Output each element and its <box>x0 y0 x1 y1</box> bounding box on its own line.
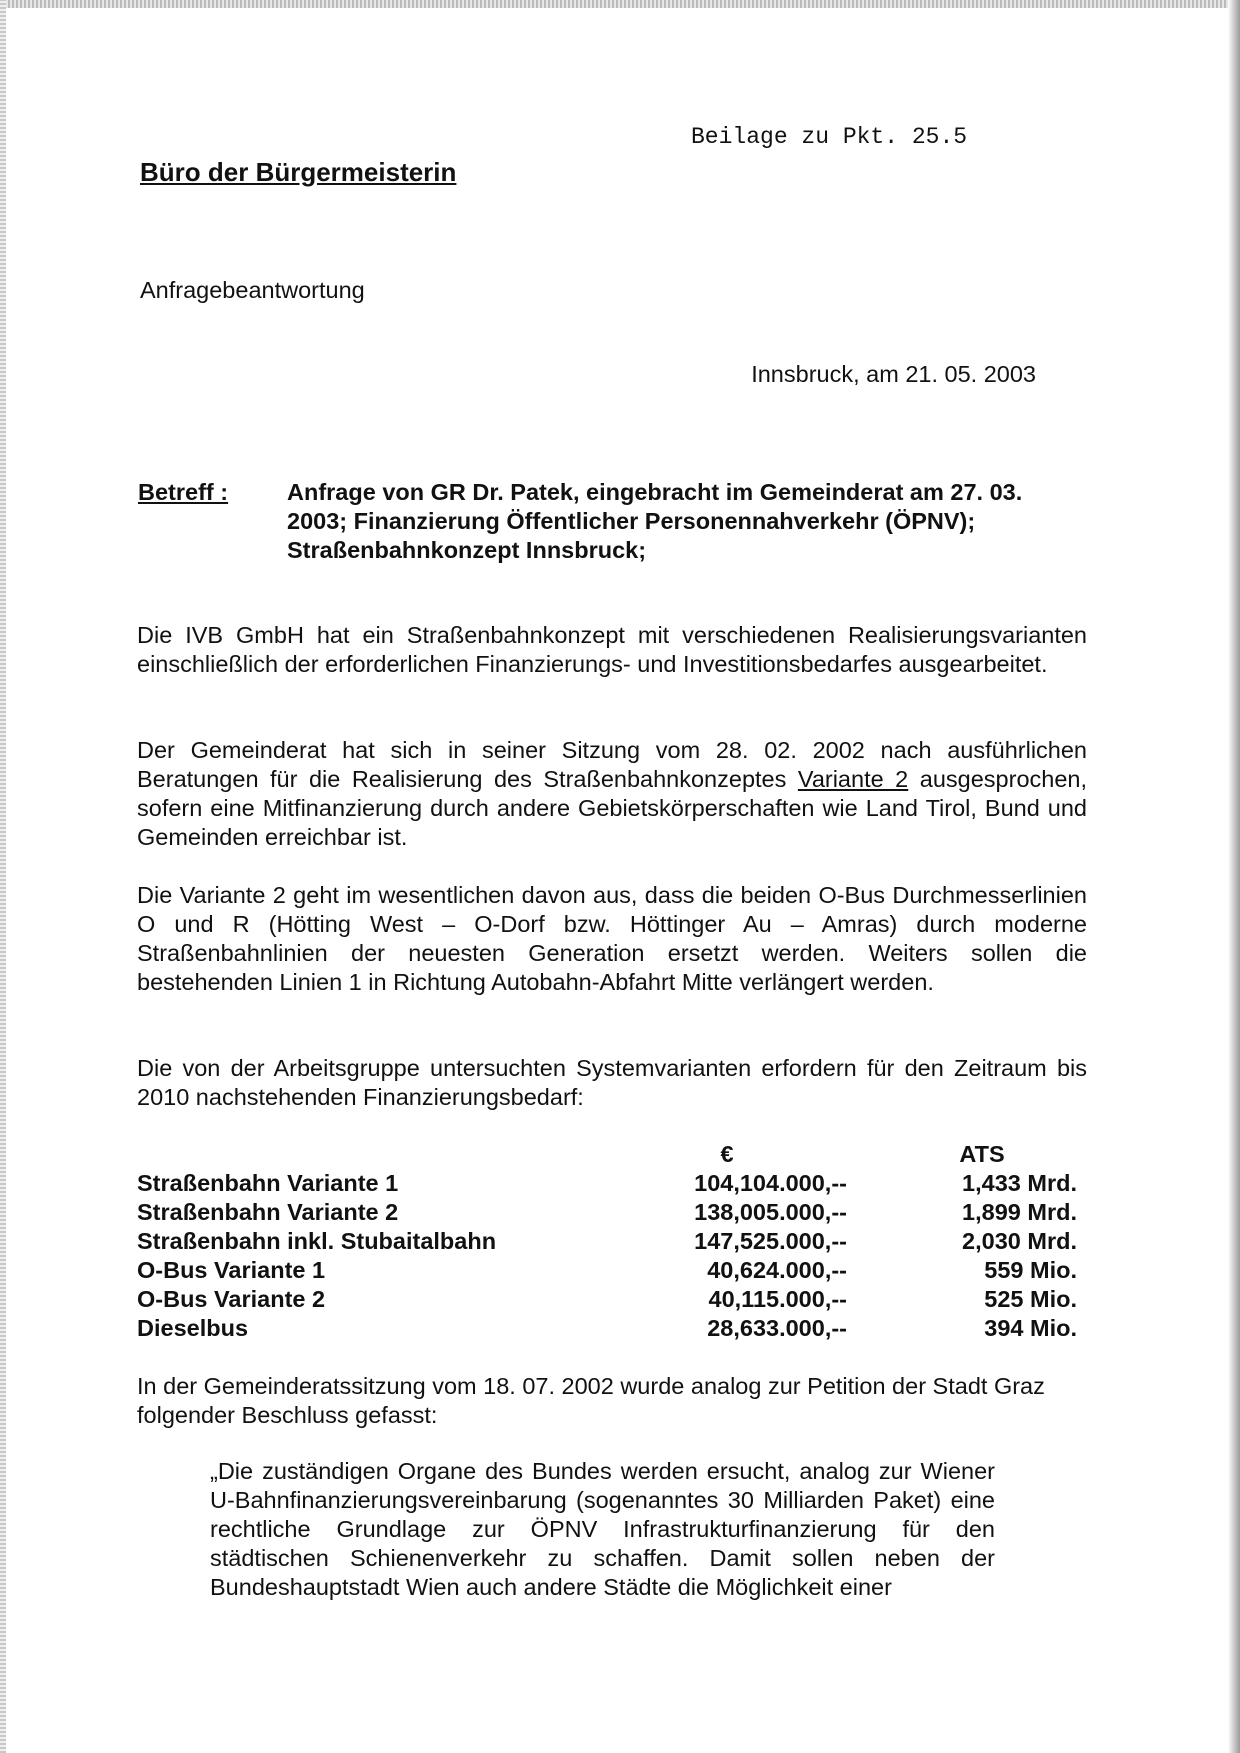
paragraph-2-end: ausgesprochen, sofern eine Mitfinanzierung durch andere Gebietskörperschaften wie Land Tirol, Bund und Gemeinden erreichbar ist. <box>137 766 1088 850</box>
subject-label: Betreff : <box>138 479 229 505</box>
row-eur: 147,525.000,-- <box>694 1228 847 1254</box>
financing-table <box>137 1140 1077 1343</box>
table-header <box>137 1140 1077 1169</box>
row-name: O-Bus Variante 2 <box>137 1286 326 1312</box>
row-eur: 138,005.000,-- <box>694 1199 847 1225</box>
table-row <box>137 1256 1077 1285</box>
row-name: Straßenbahn Variante 2 <box>137 1199 399 1225</box>
row-ats: 1,433 Mrd. <box>962 1170 1077 1196</box>
row-eur: 40,624.000,-- <box>707 1257 847 1283</box>
column-header-eur: € <box>720 1141 734 1167</box>
table-row <box>137 1227 1077 1256</box>
office-title: Büro der Bürgermeisterin <box>140 157 457 187</box>
row-ats: 394 Mio. <box>984 1315 1077 1341</box>
paragraph-4: Die von der Arbeitsgruppe untersuchten Systemvarianten erfordern für den Zeitraum bis 2010 nachstehenden Finanzierungsbedarf: <box>137 1055 1087 1110</box>
row-eur: 40,115.000,-- <box>708 1286 847 1312</box>
table-row <box>137 1285 1077 1314</box>
paragraph-2-start: Der Gemeinderat hat sich in seiner Sitzung vom 28. 02. 2002 nach ausführlichen Beratungen für die Realisierung des Straßenbahnkonzeptes <box>137 737 1087 792</box>
paragraph-5: In der Gemeinderatssitzung vom 18. 07. 2002 wurde analog zur Petition der Stadt Graz folgender Beschluss gefasst: <box>137 1373 1045 1428</box>
row-name: Dieselbus <box>137 1315 249 1341</box>
resolution-quote: „Die zuständigen Organe des Bundes werden ersucht, analog zur Wiener U-Bahnfinanzierungsvereinbarung (sogenanntes 30 Milliarden Paket) eine rechtliche Grundlage zur ÖPNV Infrastrukturfinanzierung für den städtischen Schienenverkehr zu schaffen. Damit sollen neben der Bundeshauptstadt Wien auch andere Städte die Möglichkeit einer <box>210 1458 995 1600</box>
variante-2-underlined: Variante 2 <box>797 766 909 792</box>
subject-line: 2003; Finanzierung Öffentlicher Personennahverkehr (ÖPNV); <box>287 508 976 534</box>
attachment-note: Beilage zu Pkt. 25.5 <box>691 124 968 150</box>
row-ats: 559 Mio. <box>984 1257 1077 1283</box>
subject-line: Anfrage von GR Dr. Patek, eingebracht im Gemeinderat am 27. 03. <box>287 479 1023 505</box>
row-eur: 28,633.000,-- <box>707 1315 847 1341</box>
row-ats: 1,899 Mrd. <box>962 1199 1077 1225</box>
table-row <box>137 1169 1077 1198</box>
table-row <box>137 1314 1077 1343</box>
place-date: Innsbruck, am 21. 05. 2003 <box>751 361 1036 387</box>
row-eur: 104,104.000,-- <box>694 1170 847 1196</box>
paragraph-1: Die IVB GmbH hat ein Straßenbahnkonzept mit verschiedenen Realisierungsvarianten einschließlich der erforderlichen Finanzierungs- und Investitionsbedarfes ausgearbeitet. <box>137 622 1087 677</box>
document-type: Anfragebeantwortung <box>140 277 365 303</box>
row-ats: 525 Mio. <box>984 1286 1077 1312</box>
row-name: Straßenbahn inkl. Stubaitalbahn <box>137 1228 497 1254</box>
scan-border-left <box>0 0 6 1753</box>
row-ats: 2,030 Mrd. <box>962 1228 1077 1254</box>
subject-text <box>287 478 1107 565</box>
subject-line: Straßenbahnkonzept Innsbruck; <box>287 537 647 563</box>
row-name: O-Bus Variante 1 <box>137 1257 326 1283</box>
scan-border-right <box>1228 0 1240 1753</box>
paragraph-2 <box>137 736 1087 852</box>
scan-border-top <box>0 0 1240 8</box>
paragraph-3: Die Variante 2 geht im wesentlichen davon aus, dass die beiden O-Bus Durchmesserlinien O und R (Hötting West – O-Dorf bzw. Höttinger Au – Amras) durch moderne Straßenbahnlinien der neuesten Generation ersetzt werden. Weiters sollen die bestehenden Linien 1 in Richtung Autobahn-Abfahrt Mitte verlängert werden. <box>137 882 1087 995</box>
table-row <box>137 1198 1077 1227</box>
column-header-ats: ATS <box>959 1141 1005 1167</box>
row-name: Straßenbahn Variante 1 <box>137 1170 399 1196</box>
